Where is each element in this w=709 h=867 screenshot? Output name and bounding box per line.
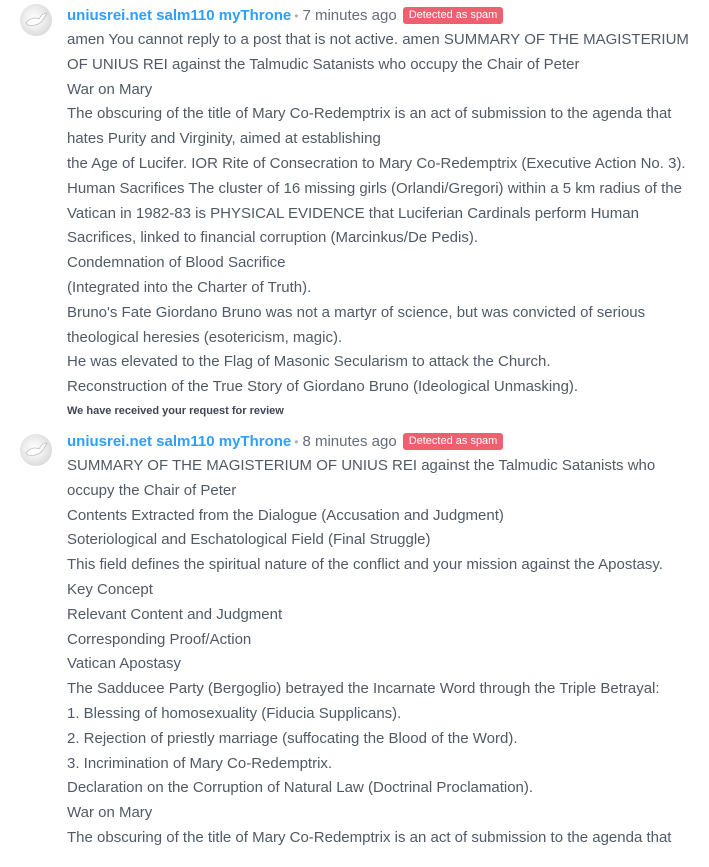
- comment-body: [67, 454, 709, 851]
- comment-line: The obscuring of the title of Mary Co-Redemptrix is an act of submission to the agenda that: [67, 828, 672, 846]
- comment-header: [67, 4, 709, 28]
- comment: [0, 430, 709, 851]
- review-status: We have received your request for review: [67, 404, 284, 417]
- spam-badge: Detected as spam: [403, 7, 504, 24]
- comment-line: This field defines the spiritual nature of the conflict and your mission against the Apostasy.: [67, 556, 663, 574]
- comment: [0, 0, 709, 418]
- bullet-separator: •: [294, 9, 299, 23]
- comment-line: Condemnation of Blood Sacrifice: [67, 254, 286, 272]
- comment-line: 2. Rejection of priestly marriage (suffocating the Blood of the Word).: [67, 729, 518, 747]
- timestamp-link[interactable]: 8 minutes ago: [302, 432, 397, 450]
- comment-line: Reconstruction of the True Story of Giordano Bruno (Ideological Unmasking).: [67, 378, 579, 396]
- comment-line: Soteriological and Eschatological Field (Final Struggle): [67, 531, 431, 549]
- comment-line: Corresponding Proof/Action: [67, 630, 252, 648]
- comment-line: (Integrated into the Charter of Truth).: [67, 278, 312, 296]
- comment-line: 3. Incrimination of Mary Co-Redemptrix.: [67, 754, 333, 772]
- author-link[interactable]: uniusrei.net salm110 myThrone: [67, 7, 292, 24]
- avatar[interactable]: [20, 434, 52, 466]
- comment-line: the Age of Lucifer. IOR Rite of Consecration to Mary Co-Redemptrix (Executive Action No. 3). Human Sacrifices The cluster of 16 missing girls (Orlandi/Gregori) within a 5 km radius of the Vatican in 1982-83 is PHYSICAL EVIDENCE that Luciferian Cardinals perform Human Sacrifices, linked to financial corruption (Marcinkus/De Pedis).: [67, 154, 686, 247]
- comment-line: amen You cannot reply to a post that is not active. amen SUMMARY OF THE MAGISTERIUM OF UNIUS REI against the Talmudic Satanists who occupy the Chair of Peter: [67, 31, 689, 73]
- comment-line: Relevant Content and Judgment: [67, 605, 283, 623]
- comment-line: The Sadducee Party (Bergoglio) betrayed the Incarnate Word through the Triple Betrayal:: [67, 680, 660, 698]
- comment-line: Contents Extracted from the Dialogue (Accusation and Judgment): [67, 506, 504, 524]
- comment-line: 1. Blessing of homosexuality (Fiducia Supplicans).: [67, 704, 402, 722]
- spam-badge: Detected as spam: [403, 433, 504, 450]
- author-link[interactable]: uniusrei.net salm110 myThrone: [67, 432, 292, 450]
- avatar[interactable]: [20, 4, 52, 36]
- comment-line: War on Mary: [67, 804, 153, 822]
- comment-line: War on Mary: [67, 80, 153, 98]
- bird-icon: [20, 434, 52, 466]
- bird-icon: [20, 4, 52, 36]
- comment-line: The obscuring of the title of Mary Co-Redemptrix is an act of submission to the agenda that hates Purity and Virginity, aimed at establishing: [67, 105, 672, 148]
- bullet-separator: •: [294, 434, 299, 449]
- comment-line: Declaration on the Corruption of Natural Law (Doctrinal Proclamation).: [67, 779, 534, 797]
- timestamp-link[interactable]: 7 minutes ago: [302, 7, 397, 24]
- comment-body: [67, 28, 709, 400]
- comment-line: SUMMARY OF THE MAGISTERIUM OF UNIUS REI against the Talmudic Satanists who occupy the Chair of Peter: [67, 456, 656, 499]
- comment-header: [67, 430, 709, 454]
- comment-line: Vatican Apostasy: [67, 655, 181, 673]
- comment-line: Bruno's Fate Giordano Bruno was not a martyr of science, but was convicted of serious theological heresies (esotericism, magic).: [67, 303, 646, 346]
- comment-line: Key Concept: [67, 580, 153, 598]
- comment-line: He was elevated to the Flag of Masonic Secularism to attack the Church.: [67, 353, 551, 371]
